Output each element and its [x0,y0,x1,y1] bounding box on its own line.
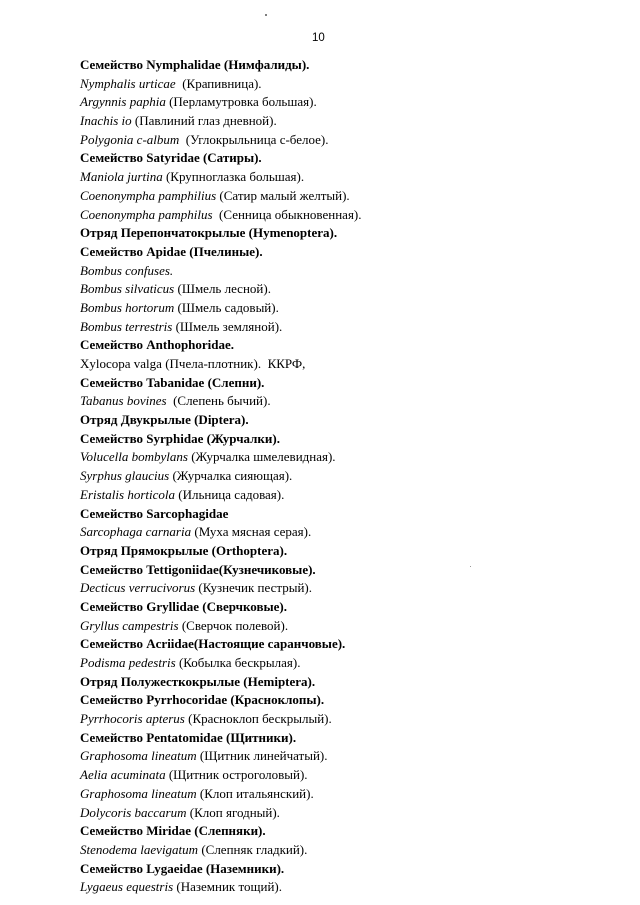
latin-name: Graphosoma lineatum [80,748,197,764]
taxon-heading: Отряд Прямокрылые (Orthoptera). [80,542,288,558]
common-name: (Павлиний глаз дневной). [131,113,277,129]
list-line [80,56,620,75]
common-name: (Щитник остроголовый). [165,767,308,783]
list-line [80,149,620,168]
latin-name: Inachis io [80,113,132,129]
taxon-heading: Семейство Lygaeidae (Наземники). [80,860,285,876]
list-line [80,131,620,150]
latin-name: Nymphalis urticae [80,75,176,91]
taxon-heading: Семейство Sarcophagidae [80,505,229,521]
common-name: (Красноклоп бескрылый). [184,711,332,727]
list-line [80,673,620,692]
latin-name: Coenonympha pamphilius [80,187,217,203]
latin-name: Bombus terrestris [80,318,173,334]
latin-name: Volucella bombylans [80,449,188,465]
latin-name: Syrphus glaucius [80,468,170,484]
list-line [80,635,620,654]
common-name: (Ильница садовая). [174,486,285,502]
common-name: (Крапивница). [175,75,262,91]
common-name: (Клоп итальянский). [196,785,314,801]
list-line [80,691,620,710]
common-name: (Перламутровка большая). [165,94,317,110]
common-name: (Наземник тощий). [173,879,283,895]
common-name: (Журчалка сияющая). [169,468,293,484]
latin-name: Stenodema laevigatum [80,841,199,857]
taxon-heading: Отряд Полужесткокрылые (Hemiptera). [80,673,316,689]
common-name: (Сенница обыкновенная). [212,206,362,222]
list-line [80,112,620,131]
latin-name: Polygonia c-album [80,131,180,147]
latin-name: Sarcophaga carnaria [80,524,192,540]
list-line [80,168,620,187]
list-line [80,766,620,785]
common-name: (Слепень бычий). [166,393,271,409]
common-name: (Щитник линейчатый). [196,748,328,764]
list-line [80,75,620,94]
list-line [80,729,620,748]
list-line [80,486,620,505]
list-line [80,280,620,299]
list-line [80,243,620,262]
taxon-heading: Отряд Перепончатокрылые (Hymenoptera). [80,225,338,241]
taxon-heading: Семейство Tettigoniidae(Кузнечиковые). [80,561,316,577]
list-line [80,841,620,860]
list-line [80,355,620,374]
latin-name: Lygaeus equestris [80,879,174,895]
list-line [80,561,620,580]
common-name: (Шмель лесной). [174,281,271,297]
taxon-heading: Семейство Acriidae(Настоящие саранчовые). [80,636,346,652]
list-line [80,804,620,823]
latin-name: Maniola jurtina [80,169,163,185]
list-line [80,860,620,879]
common-name: (Слепняк гладкий). [198,841,308,857]
taxon-heading: Семейство Pyrrhocoridae (Красноклопы). [80,692,325,708]
list-line [80,411,620,430]
latin-name: Bombus hortorum [80,299,175,315]
list-line [80,542,620,561]
list-line [80,299,620,318]
species-list [80,56,620,897]
list-line [80,336,620,355]
latin-name: Bombus confuses. [80,262,174,278]
list-line [80,318,620,337]
taxon-heading: Семейство Satyridae (Сатиры). [80,150,262,166]
list-line [80,448,620,467]
common-name: Xylocopa valga (Пчела-плотник). ККРФ, [80,356,306,371]
latin-name: Eristalis horticola [80,486,175,502]
common-name: (Журчалка шмелевидная). [187,449,336,465]
common-name: (Кузнечик пестрый). [195,580,312,596]
latin-name: Graphosoma lineatum [80,785,197,801]
list-line [80,392,620,411]
taxon-heading: Семейство Anthophoridae. [80,337,235,353]
list-line [80,785,620,804]
common-name: (Крупноглазка большая). [162,169,305,185]
latin-name: Gryllus campestris [80,617,179,633]
latin-name: Argynnis paphia [80,94,166,110]
list-line [80,878,620,897]
page-number: 10 [312,32,325,44]
common-name: (Кобылка бескрылая). [175,655,301,670]
list-line [80,93,620,112]
list-line [80,523,620,542]
common-name: (Шмель земляной). [172,318,283,334]
latin-name: Pyrrhocoris apterus [80,711,185,727]
list-line [80,224,620,243]
list-line [80,262,620,281]
list-line [80,598,620,617]
taxon-heading: Семейство Tabanidae (Слепни). [80,374,265,390]
latin-name: Coenonympha pamphilus [80,206,213,222]
taxon-heading: Семейство Gryllidae (Сверчковые). [80,598,287,614]
taxon-heading: Семейство Pentatomidae (Щитники). [80,729,297,745]
list-line [80,505,620,524]
common-name: (Сатир малый желтый). [216,187,350,203]
taxon-heading: Семейство Apidae (Пчелиные). [80,243,263,259]
latin-name: Tabanus bovines [80,393,167,409]
list-line [80,654,620,673]
list-line [80,467,620,486]
common-name: (Клоп ягодный). [186,804,280,820]
list-line [80,747,620,766]
common-name: (Муха мясная серая). [191,524,312,540]
common-name: (Углокрыльница с-белое). [179,131,329,147]
taxon-heading: Семейство Miridae (Слепняки). [80,823,266,839]
latin-name: Decticus verrucivorus [80,580,196,596]
latin-name: Bombus silvaticus [80,281,175,297]
common-name: (Сверчок полевой). [178,617,289,633]
list-line [80,710,620,729]
list-line [80,430,620,449]
taxon-heading: Семейство Nymphalidae (Нимфалиды). [80,57,310,72]
common-name: (Шмель садовый). [174,299,279,315]
list-line [80,822,620,841]
list-line [80,617,620,636]
latin-name: Dolycoris baccarum [80,804,187,820]
latin-name: Aelia acuminata [80,767,166,783]
list-line [80,187,620,206]
latin-name: Podisma pedestris [80,655,176,670]
taxon-heading: Семейство Syrphidae (Журчалки). [80,430,280,446]
taxon-heading: Отряд Двукрылые (Diptera). [80,412,249,428]
list-line [80,374,620,393]
list-line [80,206,620,225]
scan-speck [265,14,267,16]
list-line [80,579,620,598]
